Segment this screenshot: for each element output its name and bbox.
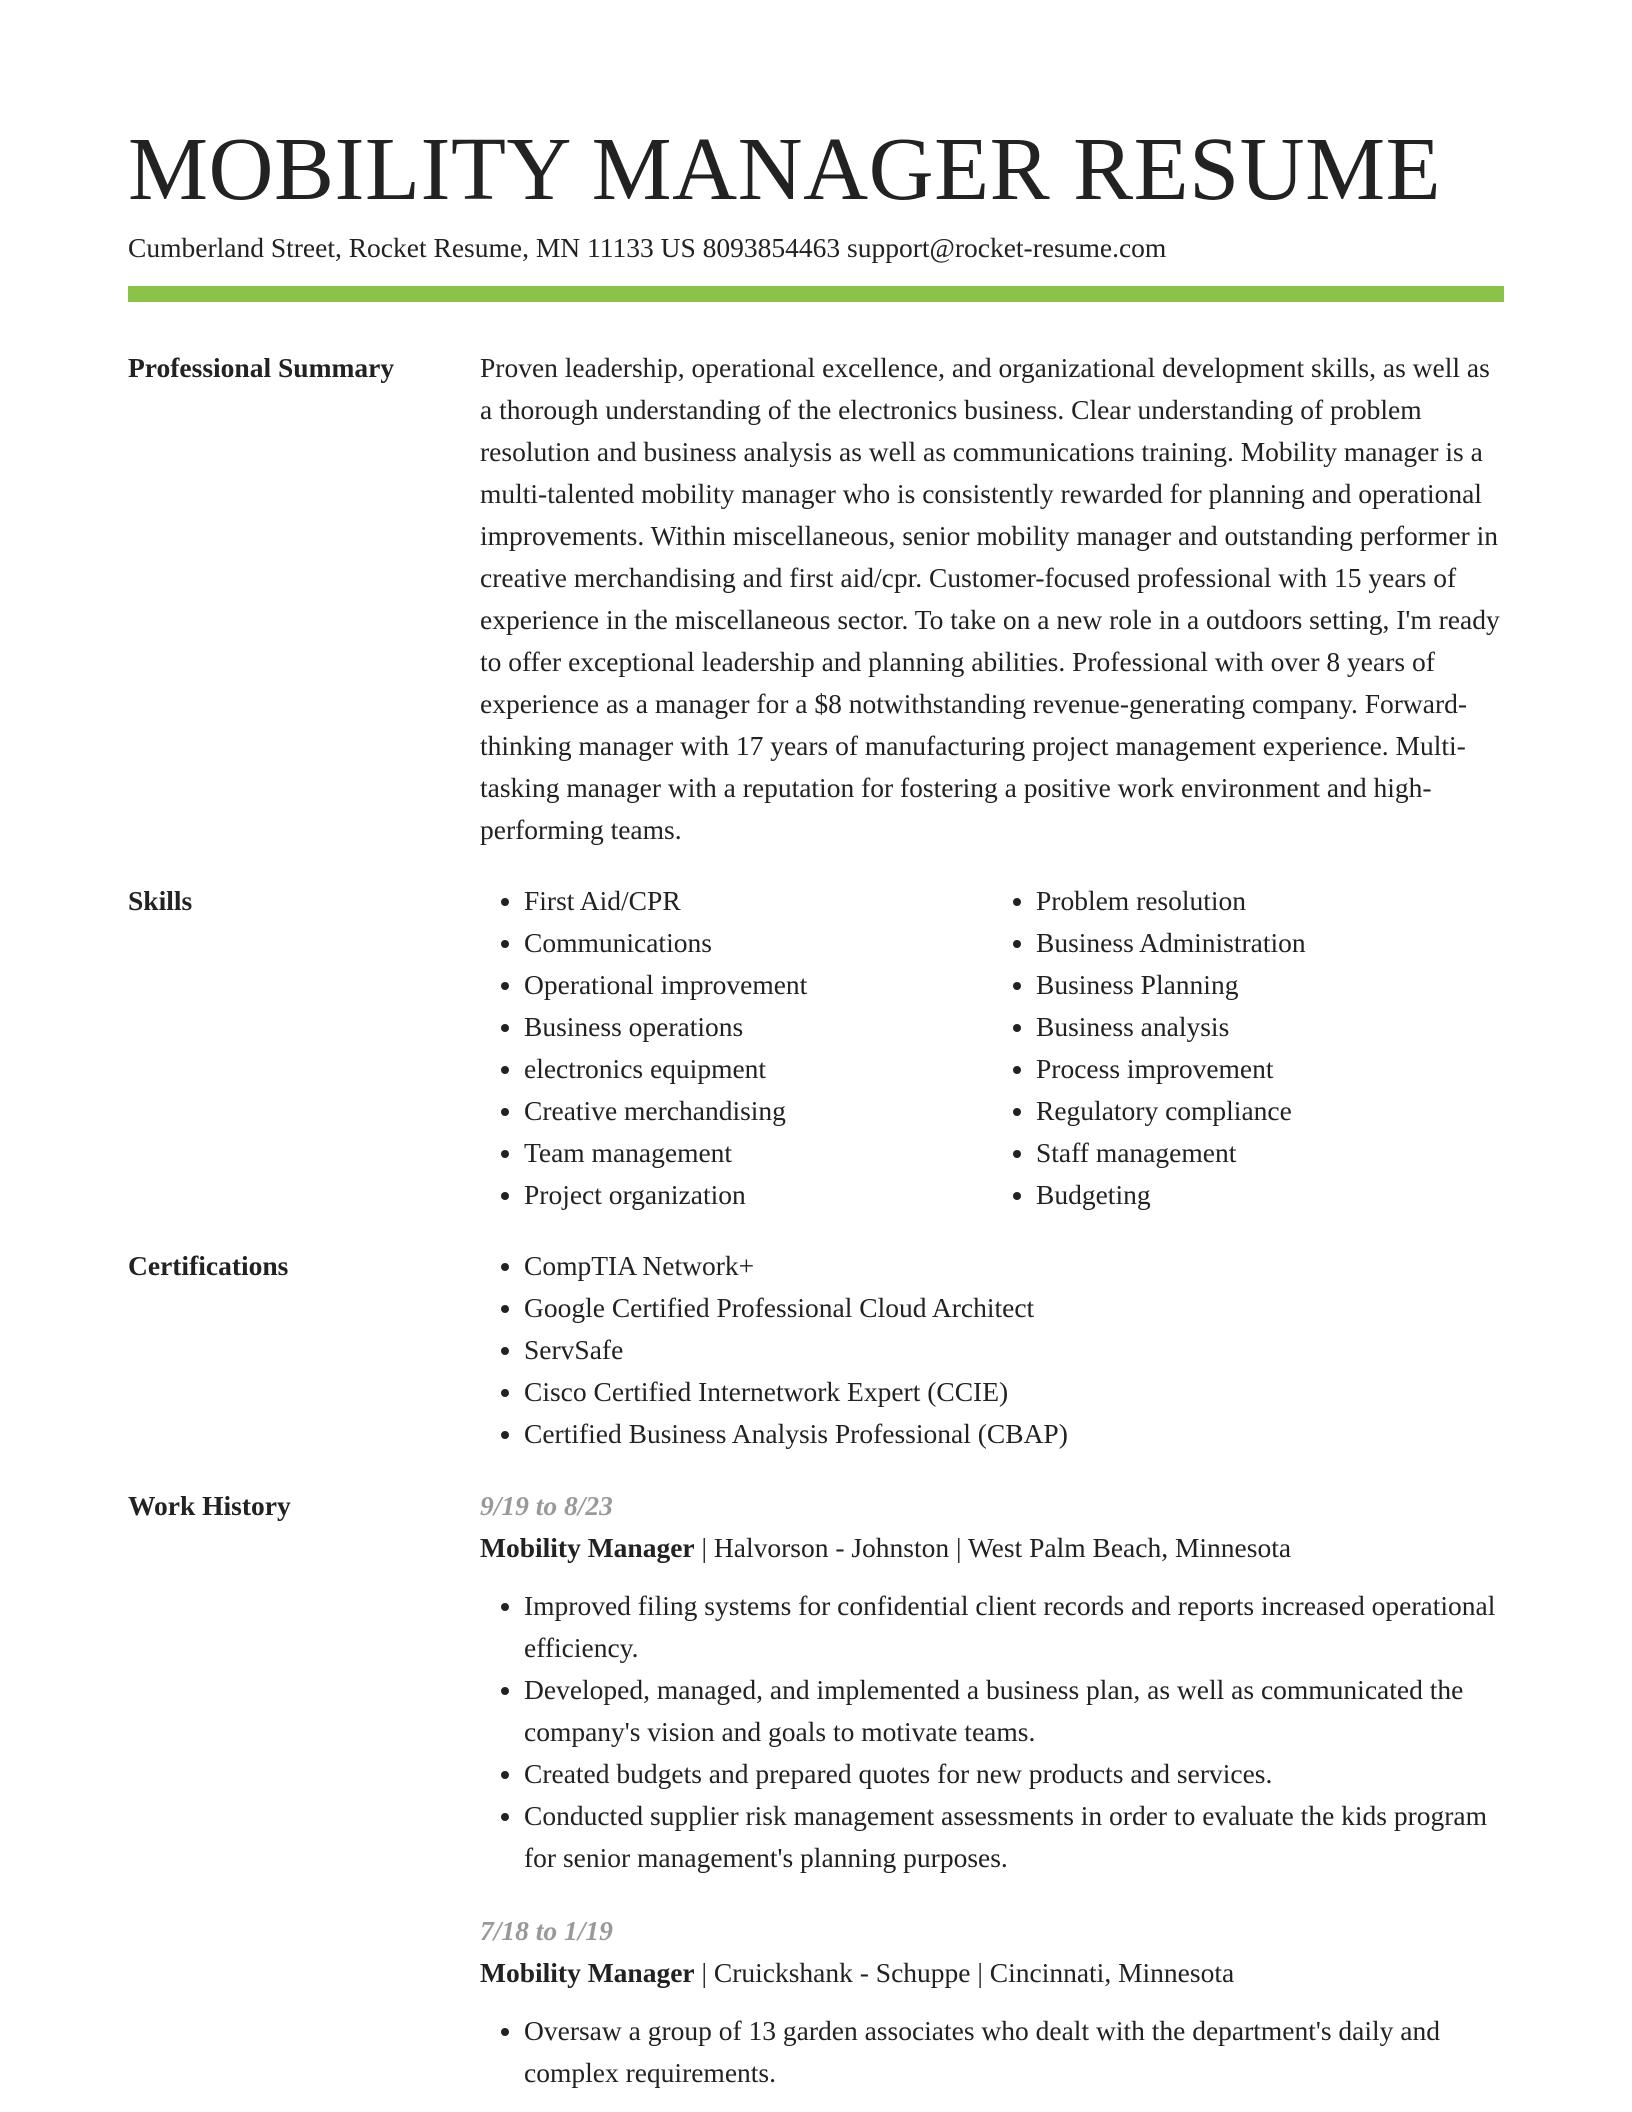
skill-item: • Staff management (1036, 1132, 1504, 1174)
certification-item: • Certified Business Analysis Professional (CBAP) (524, 1413, 1504, 1455)
skill-item: • Business Planning (1036, 964, 1504, 1006)
job-dates: 9/19 to 8/23 (480, 1490, 613, 1521)
job-details: | Cruickshank - Schuppe | Cincinnati, Minnesota (694, 1957, 1235, 1988)
section-label-skills: Skills (128, 885, 193, 916)
skill-item: • Process improvement (1036, 1048, 1504, 1090)
job-bullet: • Oversaw a group of 13 garden associates who dealt with the department's daily and complex requirements. (524, 2010, 1504, 2094)
section-label-certifications: Certifications (128, 1250, 289, 1281)
skill-item: • Team management (524, 1132, 992, 1174)
certification-item: • Google Certified Professional Cloud Architect (524, 1287, 1504, 1329)
job-bullet: • Created budgets and prepared quotes for new products and services. (524, 1753, 1504, 1795)
certification-item: • Cisco Certified Internetwork Expert (CCIE) (524, 1371, 1504, 1413)
certification-item: • ServSafe (524, 1329, 1504, 1371)
section-label-work-history: Work History (128, 1490, 291, 1521)
skill-item: • Problem resolution (1036, 880, 1504, 922)
job-entry (480, 1485, 1504, 1879)
skill-item: • Operational improvement (524, 964, 992, 1006)
job-bullets (480, 2010, 1504, 2094)
skill-item: • Communications (524, 922, 992, 964)
contact-line: Cumberland Street, Rocket Resume, MN 11133 US 8093854463 support@rocket-resume.com (128, 232, 1167, 263)
skill-item: • Project organization (524, 1174, 992, 1216)
certification-item: • CompTIA Network+ (524, 1245, 1504, 1287)
summary-text: Proven leadership, operational excellence, and organizational development skills, as well as a thorough understanding of the electronics business. Clear understanding of problem resolution and business analysis as well as communications training. Mobility manager is a multi-talented mobility manager who is consistently rewarded for planning and operational improvements. Within miscellaneous, senior mobility manager and outstanding performer in creative merchandising and first aid/cpr. Customer-focused professional with 15 years of experience in the miscellaneous sector. To take on a new role in a outdoors setting, I'm ready to offer exceptional leadership and planning abilities. Professional with over 8 years of experience as a manager for a $8 notwithstanding revenue-generating company. Forward-thinking manager with 17 years of manufacturing project management experience. Multi-tasking manager with a reputation for fostering a positive work environment and high-performing teams. (480, 352, 1500, 845)
skill-item: • Creative merchandising (524, 1090, 992, 1132)
skill-item: • Business Administration (1036, 922, 1504, 964)
job-bullets (480, 1585, 1504, 1879)
job-heading (480, 1952, 1504, 1994)
skills-list-left (480, 880, 992, 1216)
job-title: Mobility Manager (480, 1957, 695, 1988)
skill-item: • Regulatory compliance (1036, 1090, 1504, 1132)
skill-item: • electronics equipment (524, 1048, 992, 1090)
header-divider (128, 286, 1504, 302)
job-heading (480, 1527, 1504, 1569)
skill-item: • Business analysis (1036, 1006, 1504, 1048)
job-entry (480, 1910, 1504, 2094)
resume-title: MOBILITY MANAGER RESUME (128, 120, 1442, 219)
job-bullet: • Conducted supplier risk management assessments in order to evaluate the kids program for senior management's planning purposes. (524, 1795, 1504, 1879)
skill-item: • Business operations (524, 1006, 992, 1048)
certifications-list (480, 1245, 1504, 1455)
job-title: Mobility Manager (480, 1532, 695, 1563)
skill-item: • Budgeting (1036, 1174, 1504, 1216)
skill-item: • First Aid/CPR (524, 880, 992, 922)
skills-list-right (992, 880, 1504, 1216)
section-label-summary: Professional Summary (128, 352, 395, 383)
job-dates: 7/18 to 1/19 (480, 1915, 613, 1946)
job-details: | Halvorson - Johnston | West Palm Beach, Minnesota (694, 1532, 1292, 1563)
job-bullet: • Improved filing systems for confidential client records and reports increased operational efficiency. (524, 1585, 1504, 1669)
job-bullet: • Developed, managed, and implemented a business plan, as well as communicated the company's vision and goals to motivate teams. (524, 1669, 1504, 1753)
